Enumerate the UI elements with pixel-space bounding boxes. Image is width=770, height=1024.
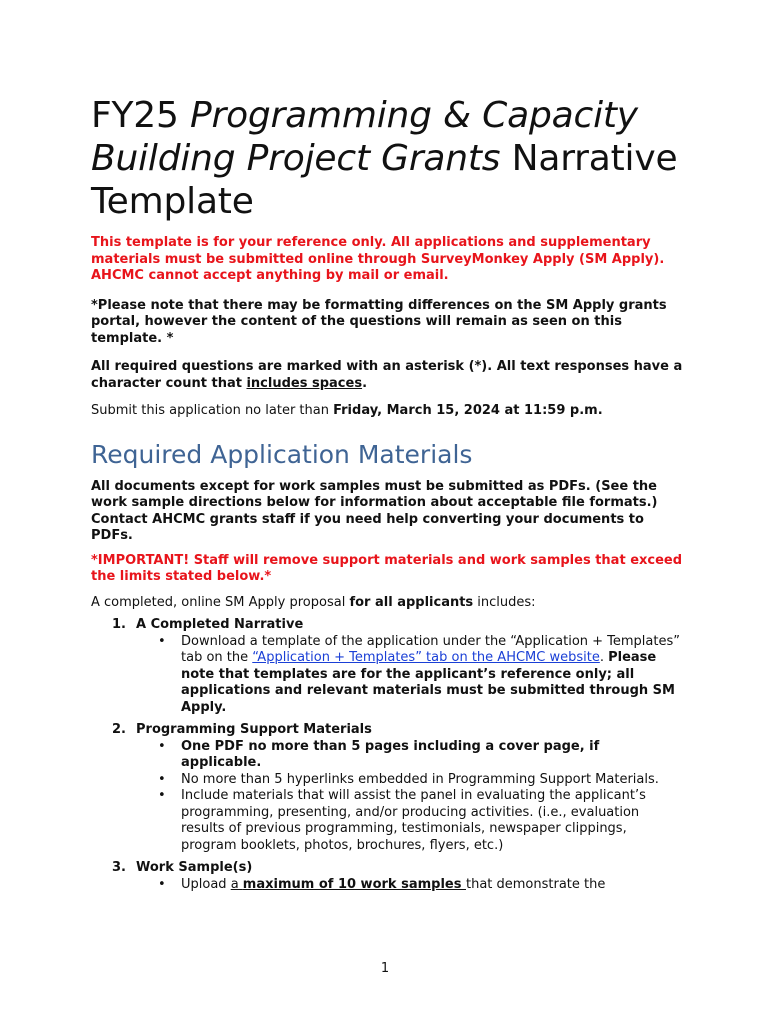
section-heading: Required Application Materials	[91, 439, 473, 469]
submit-deadline: Submit this application no later than Friday, March 15, 2024 at 11:59 p.m.	[91, 403, 603, 418]
documents-note: All documents except for work samples must be submitted as PDFs. (See the work sample directions below for information about acceptable file formats.) Contact AHCMC grants staff if you need help converting your documents to PDFs.	[91, 478, 658, 543]
list-item-support-materials: 2. Programming Support Materials • One PDF no more than 5 pages including a cover page, if applicable. • No more than 5 hyperlinks embedded in Programming Support Materials. • Include materials that will assist the panel in evaluating the applicant’s programming, presenting, and/or producing activities. (i.e., evaluation results of previous programming, testimonials, newspaper clippings, program booklets, photos, brochures, flyers, etc.)	[91, 722, 683, 854]
bullet-icon: •	[158, 876, 166, 892]
materials-list	[91, 617, 683, 893]
narrative-bullets	[136, 634, 683, 717]
ahcmc-website-link[interactable]: “Application + Templates” tab on the AHCMC website	[252, 650, 600, 665]
list-item: • Upload a maximum of 10 work samples that demonstrate the	[158, 876, 606, 892]
list-item: • Download a template of the application under the “Application + Templates” tab on the “Application + Templates” tab on the AHCMC website. Please note that templates are for the applicant’s reference only; all applications and relevant materials must be submitted through SM Apply.	[158, 633, 680, 715]
list-item: • One PDF no more than 5 pages including a cover page, if applicable.	[158, 738, 600, 770]
list-item-narrative: 1. A Completed Narrative • Download a template of the application under the “Application + Templates” tab on the “Application + Templates” tab on the AHCMC website. Please note that templates are for the applicant’s reference only; all applications and relevant materials must be submitted through SM Apply.	[91, 617, 683, 716]
required-note: All required questions are marked with an asterisk (*). All text responses have a character count that includes spaces.	[91, 359, 683, 391]
list-item: • Include materials that will assist the panel in evaluating the applicant’s programming, presenting, and/or producing activities. (i.e., evaluation results of previous programming, testimonials, newspaper clippings, program booklets, photos, brochures, flyers, etc.)	[158, 788, 646, 853]
work-sample-bullets	[136, 877, 683, 894]
formatting-note: *Please note that there may be formatting differences on the SM Apply grants portal, however the content of the questions will remain as seen on this template. *	[91, 297, 667, 346]
page-number: 1	[380, 961, 390, 976]
page-title: FY25 Programming & Capacity Building Project Grants Narrative Template	[91, 95, 678, 222]
important-notice: *IMPORTANT! Staff will remove support materials and work samples that exceed the limits stated below.*	[91, 552, 683, 584]
document-content	[91, 94, 683, 899]
bullet-icon: •	[158, 771, 166, 787]
list-item: • No more than 5 hyperlinks embedded in Programming Support Materials.	[158, 771, 659, 787]
list-item-work-samples: 3. Work Sample(s) • Upload a maximum of 10 work samples that demonstrate the	[91, 860, 683, 893]
proposal-intro: A completed, online SM Apply proposal for all applicants includes:	[91, 594, 536, 610]
reference-notice: This template is for your reference only. All applications and supplementary materials must be submitted online through SurveyMonkey Apply (SM Apply). AHCMC cannot accept anything by mail or email.	[91, 235, 665, 283]
bullet-icon: •	[158, 788, 166, 803]
bullet-icon: •	[158, 633, 166, 649]
support-bullets	[136, 739, 683, 855]
bullet-icon: •	[158, 738, 166, 754]
